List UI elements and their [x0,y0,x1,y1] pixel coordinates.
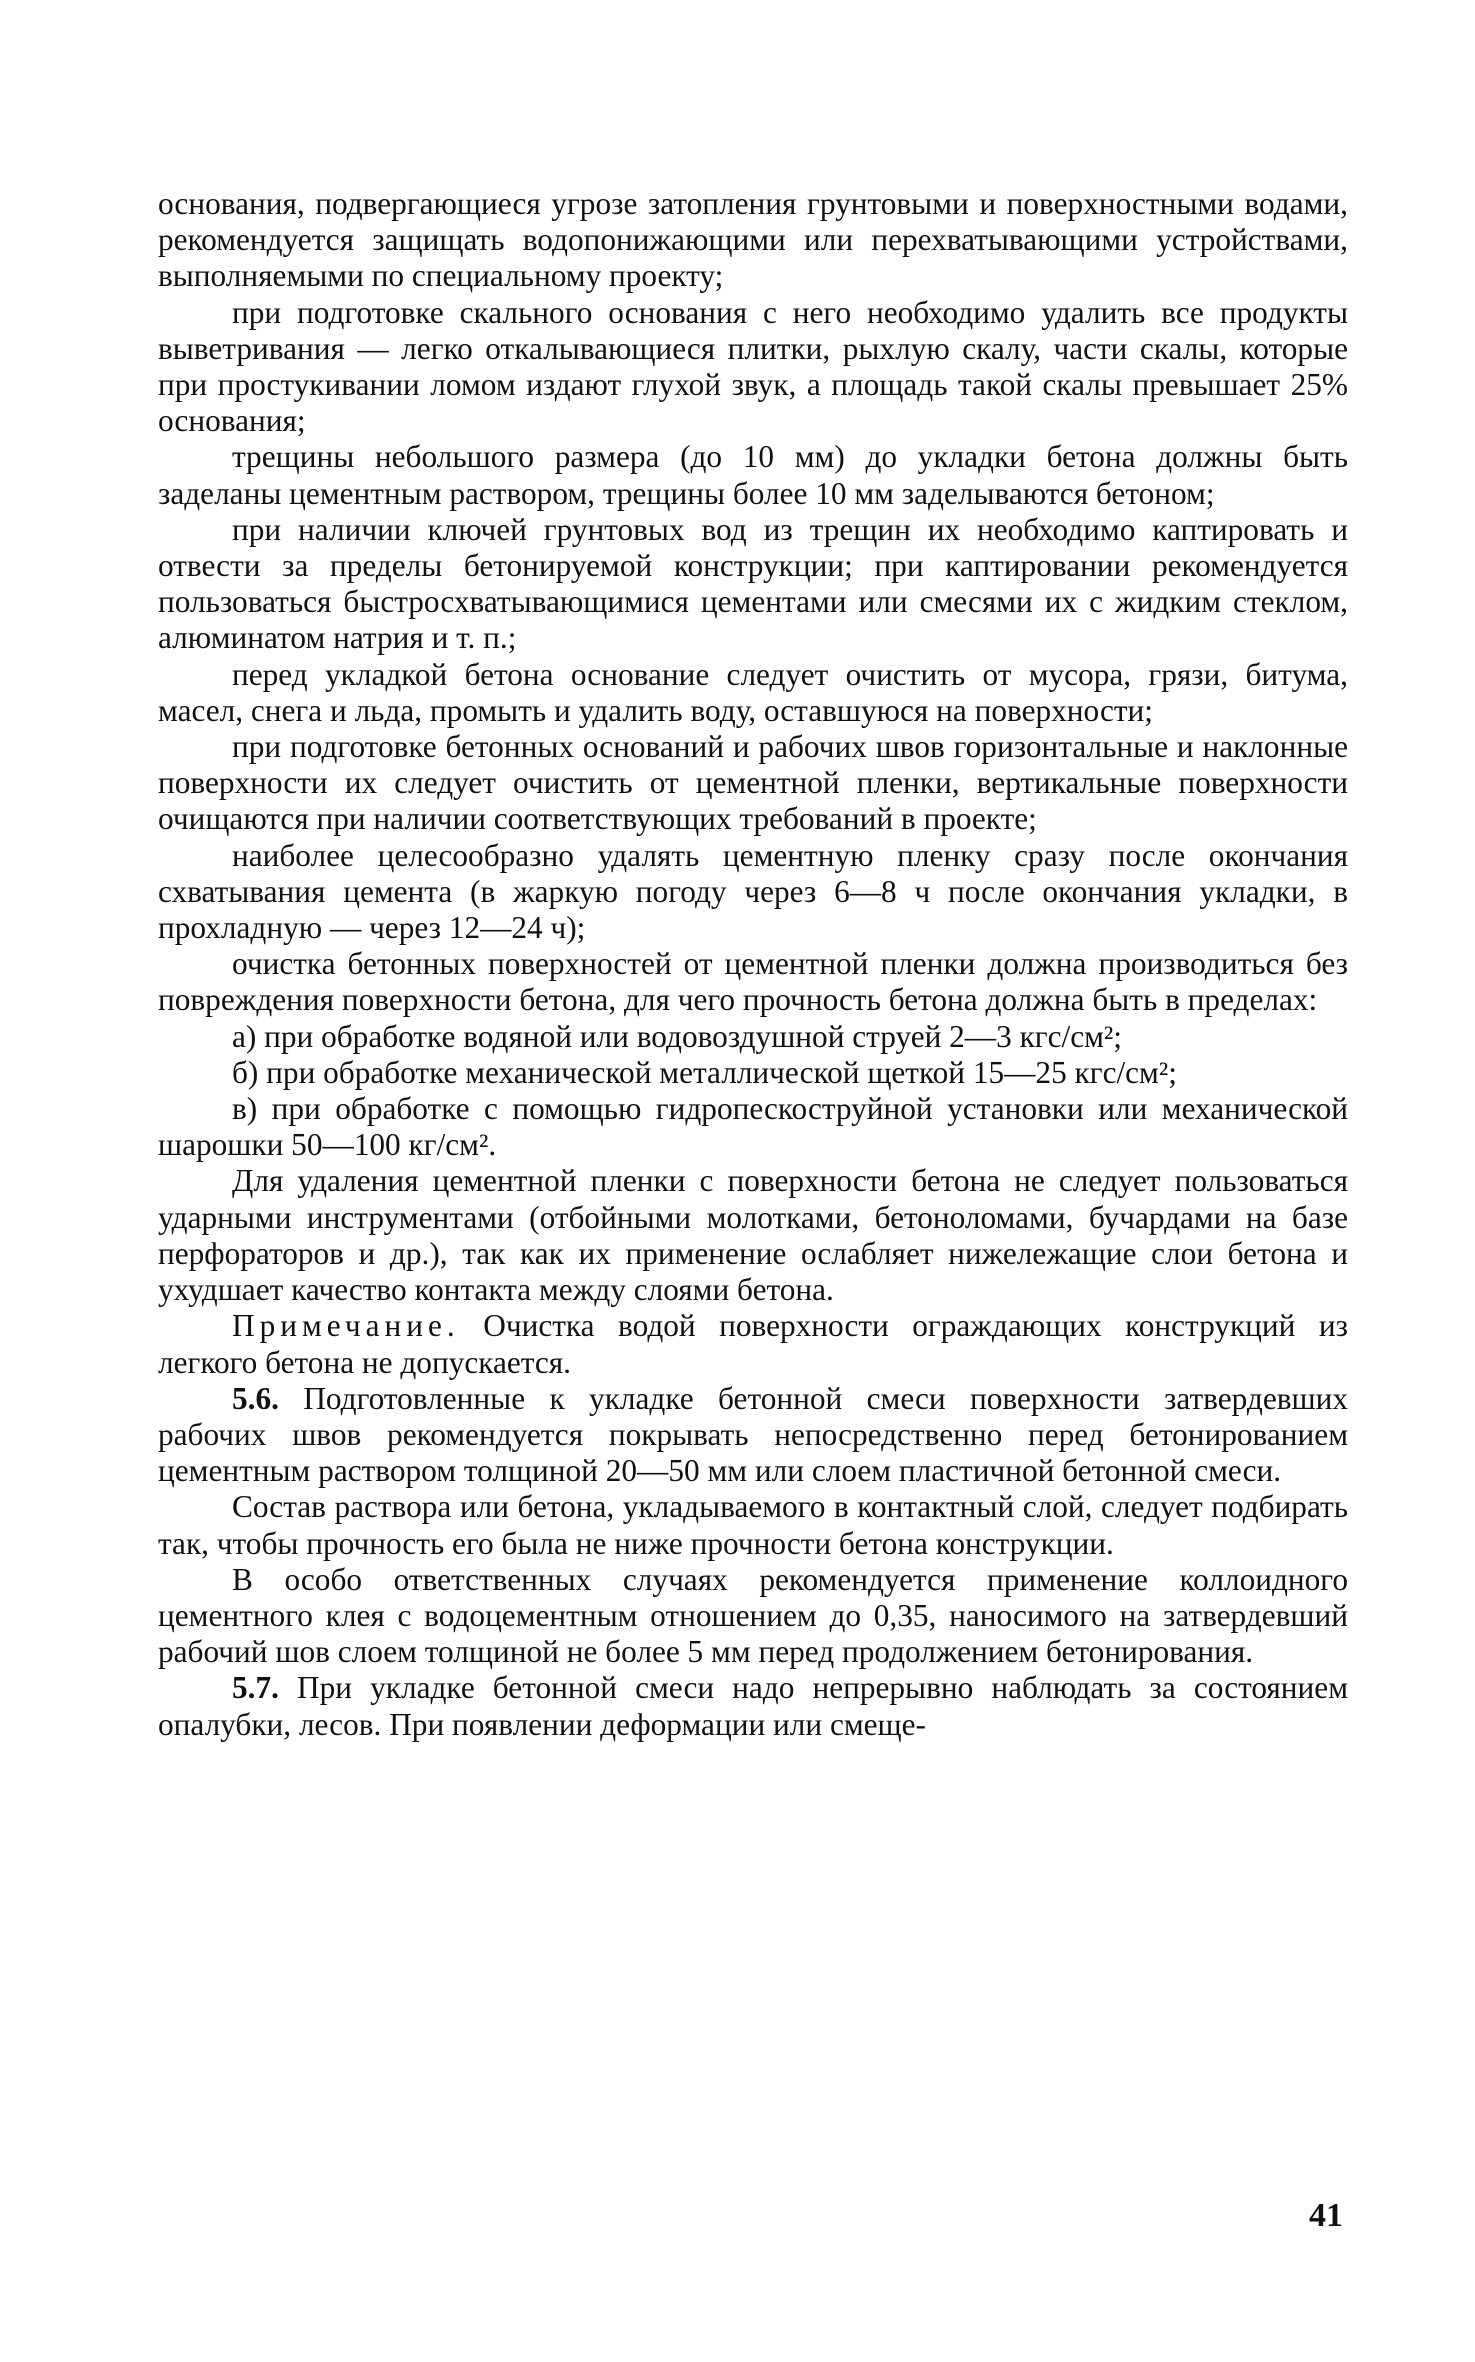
paragraph-note: Примечание. Очистка водой поверхности ограждающих конструкций из легкого бетона не допускается. [158,1308,1348,1380]
page-number: 41 [1309,2197,1343,2234]
list-item-a: а) при обработке водяной или водовоздушной струей 2—3 кгс/см²; [232,1018,1122,1054]
paragraph-rock-base: при подготовке скального основания с него необходимо удалить все продукты выветривания — легко откалывающиеся плитки, рыхлую скалу, части скалы, которые при простукивании ломом издают глухой звук, а площадь такой скалы превышает 25% основания; [158,294,1348,439]
list-item-b: б) при обработке механической металлической щеткой 15—25 кгс/см²; [232,1054,1177,1090]
section-5-6: 5.6. Подготовленные к укладке бетонной смеси поверхности затвердевших рабочих швов рекомендуется покрывать непосредственно перед бетонированием цементным раствором толщиной 20—50 мм или слоем пластичной бетонной смеси. [158,1380,1348,1489]
paragraph-contact-layer: Состав раствора или бетона, укладываемого в контактный слой, следует подбирать так, чтобы прочность его была не ниже прочности бетона конструкции. [158,1489,1348,1561]
note-label: Примечание. [232,1308,460,1344]
paragraph-strength: очистка бетонных поверхностей от цементной пленки должна производиться без повреждения поверхности бетона, для чего прочность бетона должна быть в пределах: [158,946,1348,1018]
paragraph-film-removal: наиболее целесообразно удалять цементную пленку сразу после окончания схватывания цемента (в жаркую погоду через 6—8 ч после окончания укладки, в прохладную — через 12—24 ч); [158,837,1348,946]
body-text [158,186,1348,1743]
section-number: 5.7. [232,1670,279,1706]
paragraph-colloid-glue: В особо ответственных случаях рекомендуется применение коллоидного цементного клея с водоцементным отношением до 0,35, наносимого на затвердевший рабочий шов слоем толщиной не более 5 мм перед продолжением бетонирования. [158,1561,1348,1670]
paragraph-cleaning: перед укладкой бетона основание следует очистить от мусора, грязи, битума, масел, снега и льда, промыть и удалить воду, оставшуюся на поверхности; [158,656,1348,728]
paragraph-impact-tools: Для удаления цементной пленки с поверхности бетона не следует пользоваться ударными инструментами (отбойными молотками, бетоноломами, бучардами на базе перфораторов и др.), так как их применение ослабляет нижележащие слои бетона и ухудшает качество контакта между слоями бетона. [158,1163,1348,1308]
list-item-c: в) при обработке с помощью гидропескоструйной установки или механической шарошки 50—100 кг/см². [158,1091,1348,1163]
section-number: 5.6. [232,1380,279,1416]
paragraph-groundwater: при наличии ключей грунтовых вод из трещин их необходимо каптировать и отвести за пределы бетонируемой конструкции; при каптировании рекомендуется пользоваться быстросхватывающимися цементами или смесями их с жидким стеклом, алюминатом натрия и т. п.; [158,511,1348,656]
paragraph-foundations: основания, подвергающиеся угрозе затопления грунтовыми и поверхностными водами, рекомендуется защищать водопонижающими или перехватывающими устройствами, выполняемыми по специальному проекту; [158,186,1348,294]
section-5-7: 5.7. При укладке бетонной смеси надо непрерывно наблюдать за состоянием опалубки, лесов. При появлении деформации или смеще- [158,1670,1348,1742]
paragraph-joints: при подготовке бетонных оснований и рабочих швов горизонтальные и наклонные поверхности их следует очистить от цементной пленки, вертикальные поверхности очищаются при наличии соответствующих требований в проекте; [158,729,1348,837]
paragraph-cracks: трещины небольшого размера (до 10 мм) до укладки бетона должны быть заделаны цементным раствором, трещины более 10 мм заделываются бетоном; [158,439,1348,511]
